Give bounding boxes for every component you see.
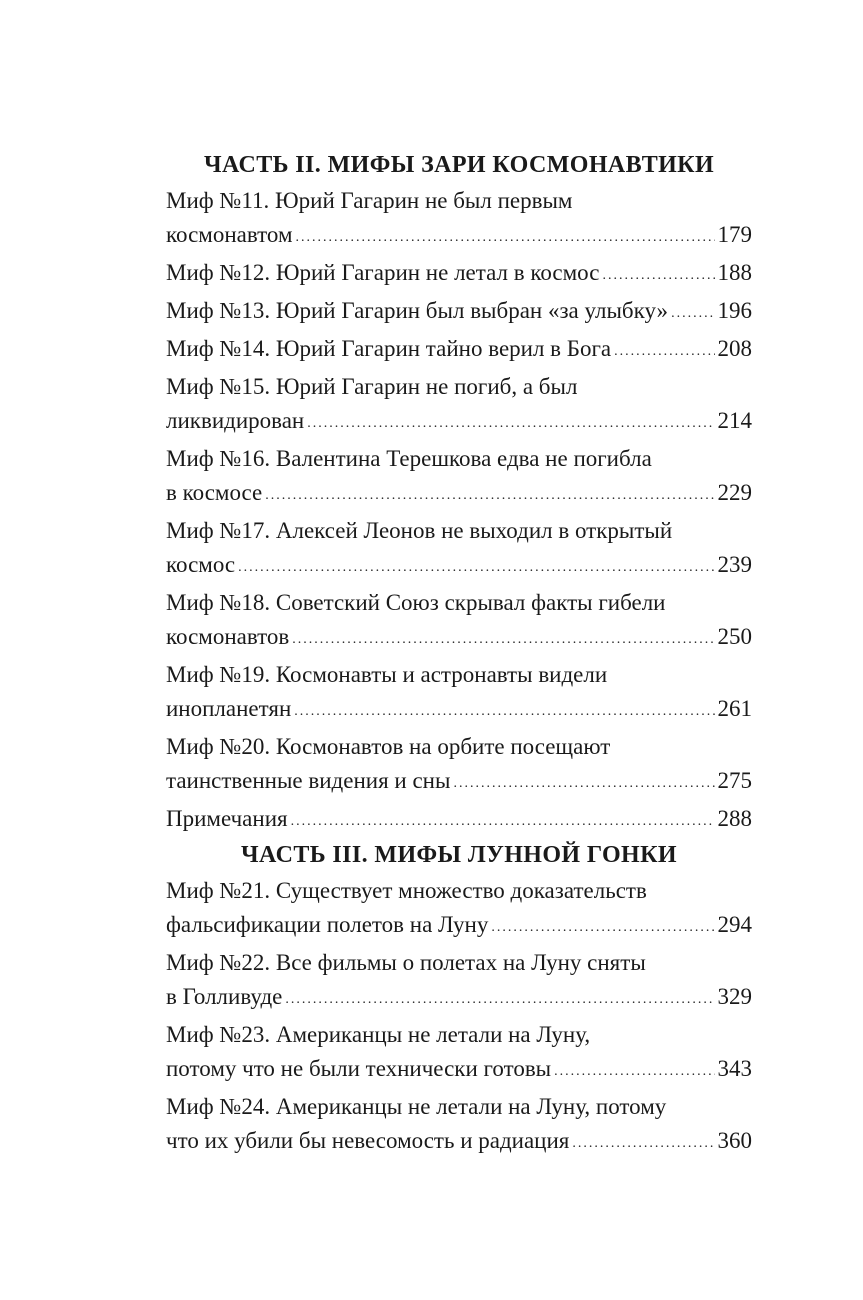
entry-title-end: потому что не были технически готовы xyxy=(166,1056,552,1081)
dot-leader xyxy=(285,979,714,1017)
entry-title-line: Миф №19. Космонавты и астронавты видели xyxy=(166,662,608,687)
dot-leader xyxy=(307,403,714,441)
entry-title-line: Миф №15. Юрий Гагарин не погиб, а был xyxy=(166,374,578,399)
toc-entry[interactable] xyxy=(166,586,752,658)
toc-entry[interactable] xyxy=(166,294,752,332)
entry-title-line: Миф №11. Юрий Гагарин не был первым xyxy=(166,188,573,213)
page-number: 239 xyxy=(717,552,752,577)
page-number: 288 xyxy=(717,806,752,831)
entry-title-line: Миф №24. Американцы не летали на Луну, потому xyxy=(166,1094,667,1119)
page-number: 196 xyxy=(717,298,752,323)
toc-entry-notes[interactable] xyxy=(166,802,752,840)
dot-leader xyxy=(292,619,714,657)
page-number: 275 xyxy=(717,768,752,793)
dot-leader xyxy=(554,1051,714,1089)
entry-title-line: Миф №20. Космонавтов на орбите посещают xyxy=(166,734,611,759)
dot-leader xyxy=(238,547,714,585)
entry-title-end: космос xyxy=(166,552,236,577)
entry-title-line: Миф №17. Алексей Леонов не выходил в открытый xyxy=(166,518,673,543)
toc-entry[interactable] xyxy=(166,946,752,1018)
toc-entry[interactable] xyxy=(166,442,752,514)
dot-leader xyxy=(453,763,714,801)
dot-leader xyxy=(671,293,714,331)
part-title: ЧАСТЬ III. МИФЫ ЛУННОЙ ГОНКИ xyxy=(241,842,677,868)
dot-leader xyxy=(572,1123,714,1161)
entry-title-line: Миф №16. Валентина Терешкова едва не погибла xyxy=(166,446,652,471)
entry-title-end: Миф №12. Юрий Гагарин не летал в космос xyxy=(166,260,600,285)
toc-entry[interactable] xyxy=(166,874,752,946)
entry-title-end: Примечания xyxy=(166,806,288,831)
entry-title-end: Миф №14. Юрий Гагарин тайно верил в Бога xyxy=(166,336,612,361)
entry-title-end: ликвидирован xyxy=(166,408,305,433)
dot-leader xyxy=(296,217,715,255)
dot-leader xyxy=(614,331,714,369)
page-number: 360 xyxy=(717,1128,752,1153)
entry-title-end: космонавтов xyxy=(166,624,290,649)
page-number: 229 xyxy=(717,480,752,505)
toc-entry[interactable] xyxy=(166,514,752,586)
page-number: 208 xyxy=(717,336,752,361)
toc-entry[interactable] xyxy=(166,332,752,370)
toc-entry[interactable] xyxy=(166,256,752,294)
toc-part-2 xyxy=(166,148,752,840)
entry-title-end: в космосе xyxy=(166,480,263,505)
dot-leader xyxy=(291,801,715,839)
dot-leader xyxy=(265,475,714,513)
page-number: 214 xyxy=(717,408,752,433)
page-number: 261 xyxy=(717,696,752,721)
toc-part-3 xyxy=(166,838,752,1162)
dot-leader xyxy=(491,907,714,945)
page-number: 329 xyxy=(717,984,752,1009)
entry-title-end: что их убили бы невесомость и радиация xyxy=(166,1128,570,1153)
page-number: 343 xyxy=(717,1056,752,1081)
entry-title-end: Миф №13. Юрий Гагарин был выбран «за улыбку» xyxy=(166,298,669,323)
toc-entry[interactable] xyxy=(166,370,752,442)
entry-title-line: Миф №22. Все фильмы о полетах на Луну сняты xyxy=(166,950,646,975)
dot-leader xyxy=(602,255,714,293)
entry-title-line: Миф №21. Существует множество доказательств xyxy=(166,878,647,903)
toc-entry[interactable] xyxy=(166,658,752,730)
page-number: 179 xyxy=(717,222,752,247)
toc-entry[interactable] xyxy=(166,184,752,256)
toc-entry[interactable] xyxy=(166,730,752,802)
entry-title-end: таинственные видения и сны xyxy=(166,768,451,793)
entry-title-end: фальсификации полетов на Луну xyxy=(166,912,489,937)
page-number: 188 xyxy=(717,260,752,285)
entry-title-end: инопланетян xyxy=(166,696,292,721)
toc-entry[interactable] xyxy=(166,1090,752,1162)
entry-title-line: Миф №23. Американцы не летали на Луну, xyxy=(166,1022,591,1047)
entry-title-end: в Голливуде xyxy=(166,984,283,1009)
entry-title-end: космонавтом xyxy=(166,222,293,247)
part-title: ЧАСТЬ II. МИФЫ ЗАРИ КОСМОНАВТИКИ xyxy=(203,152,715,178)
entry-title-line: Миф №18. Советский Союз скрывал факты гибели xyxy=(166,590,666,615)
page-number: 294 xyxy=(717,912,752,937)
toc-entry[interactable] xyxy=(166,1018,752,1090)
dot-leader xyxy=(294,691,714,729)
page-number: 250 xyxy=(717,624,752,649)
